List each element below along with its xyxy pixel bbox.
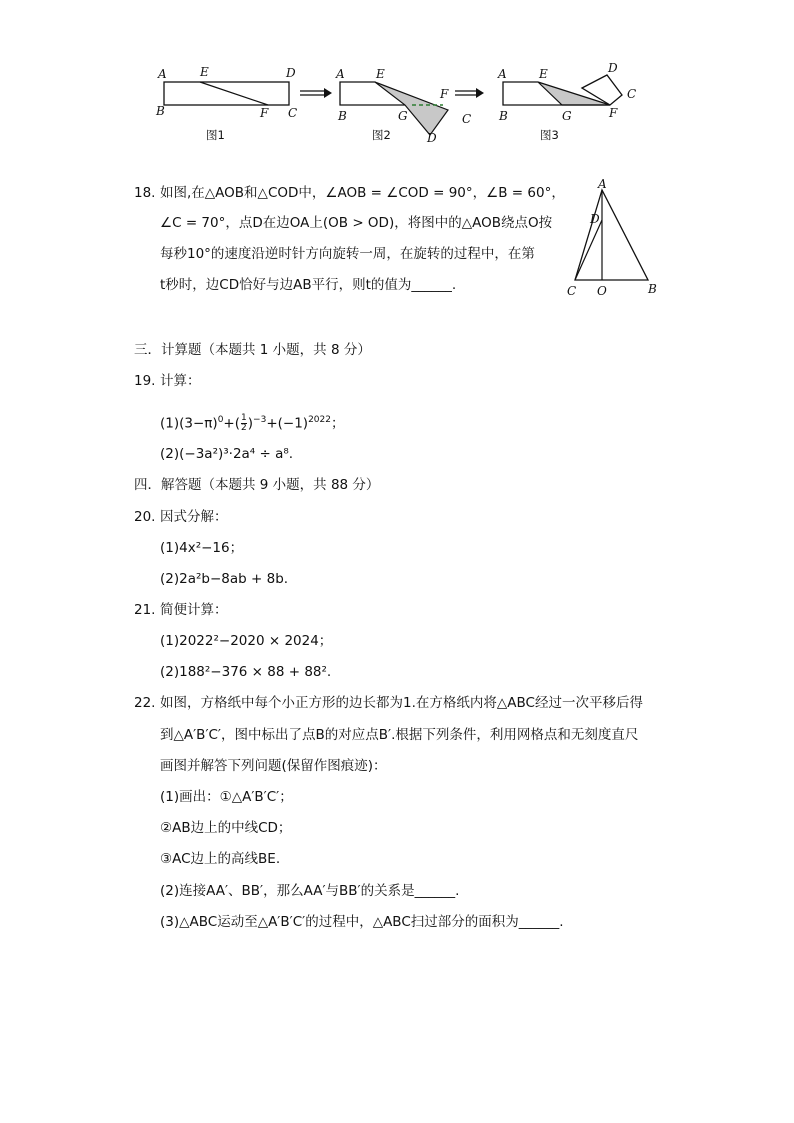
fig1-label-d: D [286,66,296,80]
q22-line3: 画图并解答下列问题(保留作图痕迹)： [160,758,387,774]
q18-line2: ∠C = 70°，点D在边OA上(OB > OD)，将图中的△AOB绕点O按 [160,215,553,231]
q21-title: 简便计算： [160,602,228,618]
q18-line3: 每秒10°的速度沿逆时针方向旋转一周，在旋转的过程中，在第 [160,246,535,262]
q20-part1: (1)4x²−16； [160,540,244,556]
figure-1 [155,65,297,142]
q22-part1: (1)画出：①△A′B′C′； [160,789,293,805]
fig2-label-c: C [462,112,472,126]
fig1-label-b: B [156,104,165,118]
fig2-label-d: D [427,131,437,145]
fig1-caption: 图1 [206,128,225,142]
fig3-label-e: E [539,67,548,81]
q18-label-b: B [648,282,657,296]
q19-p1-exp0: 0 [217,415,224,425]
fig3-caption: 图3 [540,128,559,142]
fig1-label-f: F [260,106,269,120]
q22-part2: (2)连接AA′、BB′，那么AA′与BB′的关系是______. [160,883,460,899]
q20-number: 20. [134,509,156,525]
fig2-label-g: G [398,109,408,123]
figure-3 [497,61,636,142]
fig3-label-a: A [498,67,507,81]
q19-title: 计算： [160,373,201,389]
fig3-label-d: D [608,61,618,75]
q18-number: 18. [134,185,156,201]
q19-p1-prefix: (1)(3−π) [160,415,218,432]
fig3-label-c: C [627,87,637,101]
q22-line2: 到△A′B′C′，图中标出了点B的对应点B′.根据下列条件，利用网格点和无刻度直尺 [160,727,639,743]
q19-p1-fraction [241,414,247,433]
fig3-label-f: F [609,106,618,120]
q21-part2: (2)188²−376 × 88 + 88². [160,664,332,680]
q22-line1: 如图，方格纸中每个小正方形的边长都为1.在方格纸内将△ABC经过一次平移后得 [160,695,643,711]
q19-p1-frac-den: 2 [241,423,247,433]
figure-2 [335,67,471,145]
q18-label-d: D [590,212,600,226]
q20-part2: (2)2a²b−8ab + 8b. [160,571,289,587]
q19-p1-exp2: 2022 [308,415,331,425]
q18-triangle-figure [560,176,665,301]
q18-label-o: O [597,284,607,298]
q18-label-a: A [598,177,607,191]
q18-line4: t秒时，边CD恰好与边AB平行，则t的值为______. [160,277,457,293]
fig1-fold-line [200,82,268,105]
folding-figures [150,60,650,150]
fig2-label-f: F [440,87,449,101]
fig2-label-b: B [338,109,347,123]
q19-part2: (2)(−3a²)³·2a⁴ ÷ a⁸. [160,446,294,462]
q19-p1-frac-num: 1 [241,413,247,423]
q18-label-c: C [567,284,577,298]
fig2-label-a: A [336,67,345,81]
fig2-label-e: E [376,67,385,81]
q19-number: 19. [134,373,156,389]
section-3-heading: 三．计算题（本题共 1 小题，共 8 分） [134,342,371,358]
arrow-2-icon [455,88,484,98]
q22-part1c: ③AC边上的高线BE. [160,851,281,867]
fig1-label-c: C [288,106,298,120]
q21-number: 21. [134,602,156,618]
fig3-label-b: B [499,109,508,123]
q19-p1-close: ) [247,415,254,432]
q22-part3: (3)△ABC运动至△A′B′C′的过程中，△ABC扫过部分的面积为______. [160,914,564,930]
triangle-aob [575,190,648,280]
q21-part1: (1)2022²−2020 × 2024； [160,633,333,649]
fig1-label-e: E [200,65,209,79]
q20-title: 因式分解： [160,509,228,525]
fig2-caption: 图2 [372,128,391,142]
section-4-heading: 四．解答题（本题共 9 小题，共 88 分） [134,477,380,493]
segment-dc [575,220,602,280]
q19-part1 [160,411,344,433]
q22-part1b: ②AB边上的中线CD； [160,820,292,836]
q19-p1-exp1: −3 [253,415,267,425]
q19-p1-tail: +(−1) [266,415,309,432]
q19-p1-end: ； [330,415,345,432]
fig1-label-a: A [158,67,167,81]
q22-number: 22. [134,695,156,711]
fig3-label-g: G [562,109,572,123]
arrow-1-icon [300,88,332,98]
fig1-rectangle [164,82,289,105]
q19-p1-mid: +( [223,415,241,432]
q18-line1: 如图,在△AOB和△COD中，∠AOB = ∠COD = 90°，∠B = 60°， [160,185,565,201]
